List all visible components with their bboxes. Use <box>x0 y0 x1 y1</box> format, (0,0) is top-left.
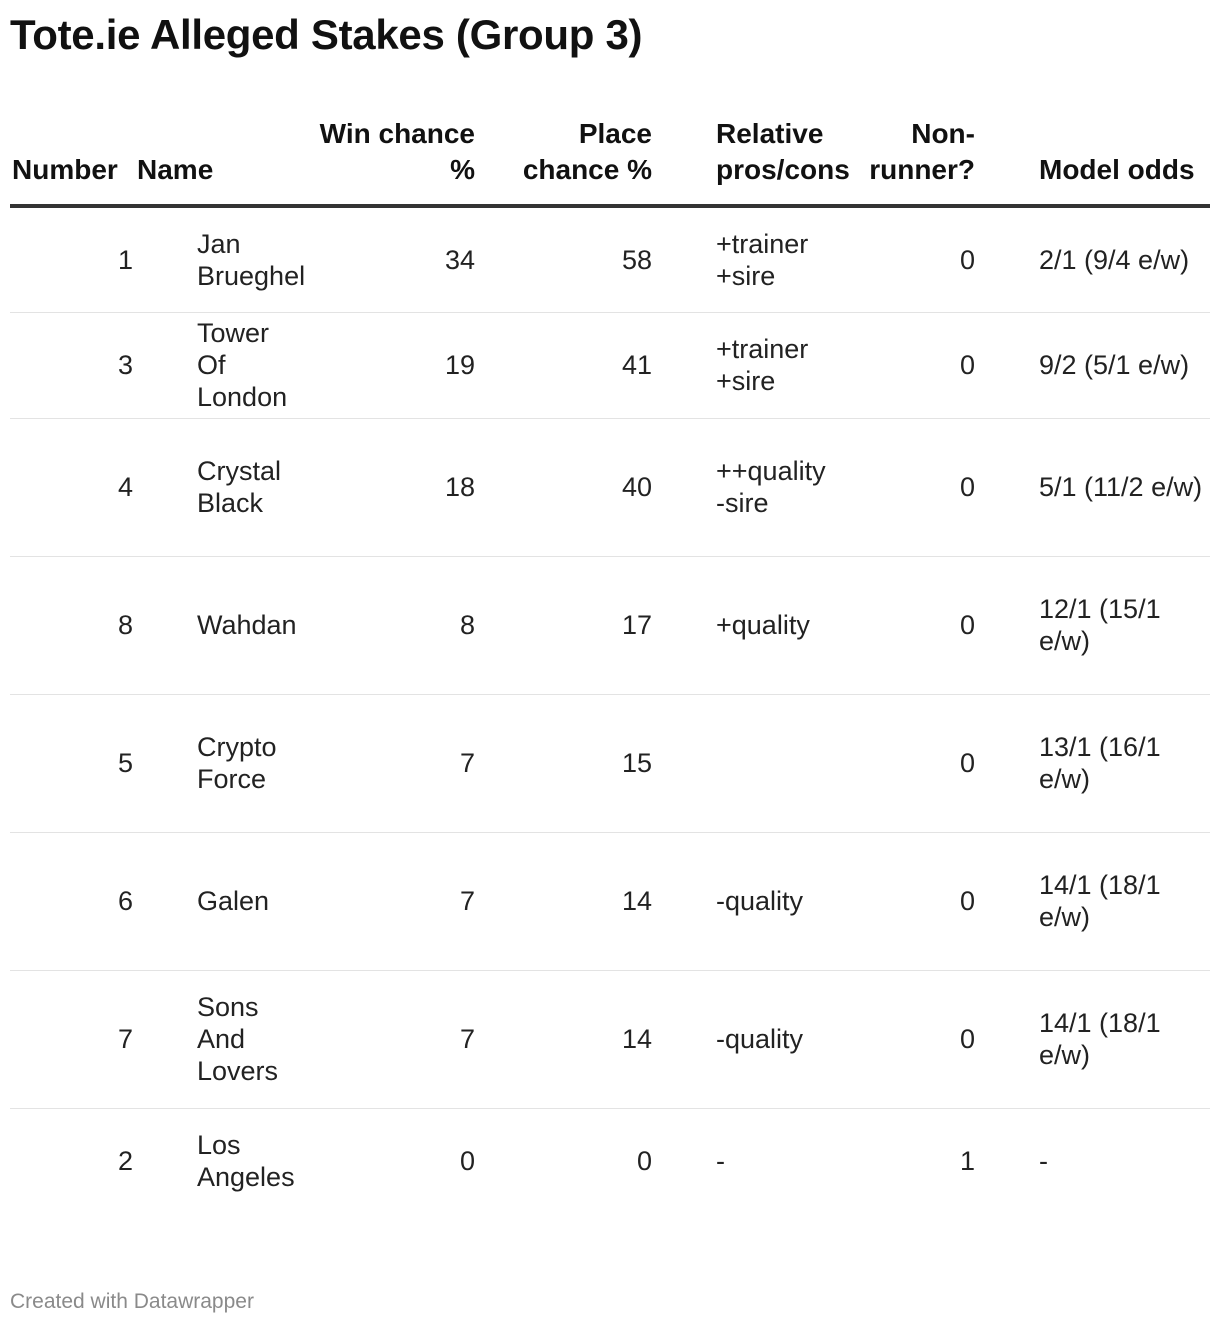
table-header-row <box>10 112 1210 206</box>
cell-non-runner: 0 <box>832 694 975 832</box>
cell-relative: -quality <box>652 832 832 970</box>
cell-number: 8 <box>10 556 135 694</box>
cell-non-runner: 1 <box>959 1146 975 1177</box>
cell-place-chance: 14 <box>475 970 652 1108</box>
column-header-non-runner[interactable]: Non-runner? <box>832 112 975 206</box>
cell-model-odds: 5/1 (11/2 e/w) <box>975 418 1210 556</box>
cell-model-odds: 12/1 (15/1 e/w) <box>975 556 1210 694</box>
cell-win-chance: 34 <box>305 206 475 312</box>
cell-number: 6 <box>10 832 135 970</box>
cell-win-chance: 18 <box>305 418 475 556</box>
cell-non-runner: 0 <box>832 312 975 418</box>
table-row <box>10 312 1210 418</box>
column-header-number[interactable]: Number <box>10 112 135 206</box>
cell-name: Los Angeles <box>197 1130 295 1193</box>
cell-win-chance: 8 <box>305 556 475 694</box>
runners-table <box>10 112 1210 1214</box>
cell-non-runner: 0 <box>832 970 975 1108</box>
cell-number: 5 <box>10 694 135 832</box>
cell-relative: ++quality -sire <box>652 418 832 556</box>
cell-number: 3 <box>10 312 135 418</box>
cell-place-chance: 41 <box>475 312 652 418</box>
cell-non-runner: 0 <box>832 206 975 312</box>
cell-model-odds: 13/1 (16/1 e/w) <box>975 694 1210 832</box>
cell-name: Sons And Lovers <box>135 970 305 1108</box>
cell-win-chance: 7 <box>305 694 475 832</box>
cell-name: Jan Brueghel <box>135 206 305 312</box>
cell-number: 7 <box>10 970 135 1108</box>
cell-number: 1 <box>10 206 135 312</box>
cell-place-chance: 40 <box>475 418 652 556</box>
cell-relative: +quality <box>652 556 832 694</box>
datawrapper-credit[interactable]: Created with Datawrapper <box>10 1290 254 1313</box>
cell-place-chance: 15 <box>475 694 652 832</box>
column-header-name[interactable]: Name <box>135 112 305 206</box>
table-row <box>10 970 1210 1108</box>
cell-number: 2 <box>117 1146 133 1177</box>
cell-model-odds: 14/1 (18/1 e/w) <box>975 832 1210 970</box>
cell-place-chance: 0 <box>636 1146 652 1177</box>
cell-relative: - <box>716 1146 725 1177</box>
table-row <box>10 1108 1210 1214</box>
column-header-place-chance[interactable]: Place chance % <box>475 112 652 206</box>
column-header-win-chance[interactable]: Win chance % <box>305 112 475 206</box>
table-row <box>10 206 1210 312</box>
cell-relative: +trainer +sire <box>652 206 832 312</box>
table-row <box>10 832 1210 970</box>
cell-relative <box>652 694 832 832</box>
cell-name: Crypto Force <box>135 694 305 832</box>
cell-model-odds: 14/1 (18/1 e/w) <box>975 970 1210 1108</box>
cell-place-chance: 58 <box>475 206 652 312</box>
cell-relative: +trainer +sire <box>652 312 832 418</box>
cell-win-chance: 7 <box>305 970 475 1108</box>
cell-name: Crystal Black <box>135 418 305 556</box>
table-title: Tote.ie Alleged Stakes (Group 3) <box>10 11 643 58</box>
cell-name: Galen <box>135 832 305 970</box>
cell-relative: -quality <box>652 970 832 1108</box>
cell-name: Wahdan <box>135 556 305 694</box>
cell-model-odds: 2/1 (9/4 e/w) <box>975 206 1210 312</box>
cell-win-chance: 19 <box>305 312 475 418</box>
cell-win-chance: 7 <box>305 832 475 970</box>
cell-non-runner: 0 <box>832 832 975 970</box>
cell-win-chance: 0 <box>459 1146 475 1177</box>
table-row <box>10 556 1210 694</box>
table-row <box>10 694 1210 832</box>
column-header-model-odds[interactable]: Model odds <box>975 112 1210 206</box>
cell-place-chance: 17 <box>475 556 652 694</box>
cell-non-runner: 0 <box>832 556 975 694</box>
cell-number: 4 <box>10 418 135 556</box>
cell-name: Tower Of London <box>135 312 305 418</box>
cell-model-odds: 9/2 (5/1 e/w) <box>975 312 1210 418</box>
cell-place-chance: 14 <box>475 832 652 970</box>
column-header-relative[interactable]: Relative pros/cons <box>652 112 832 206</box>
table-row <box>10 418 1210 556</box>
cell-non-runner: 0 <box>832 418 975 556</box>
cell-model-odds: - <box>1039 1146 1048 1177</box>
